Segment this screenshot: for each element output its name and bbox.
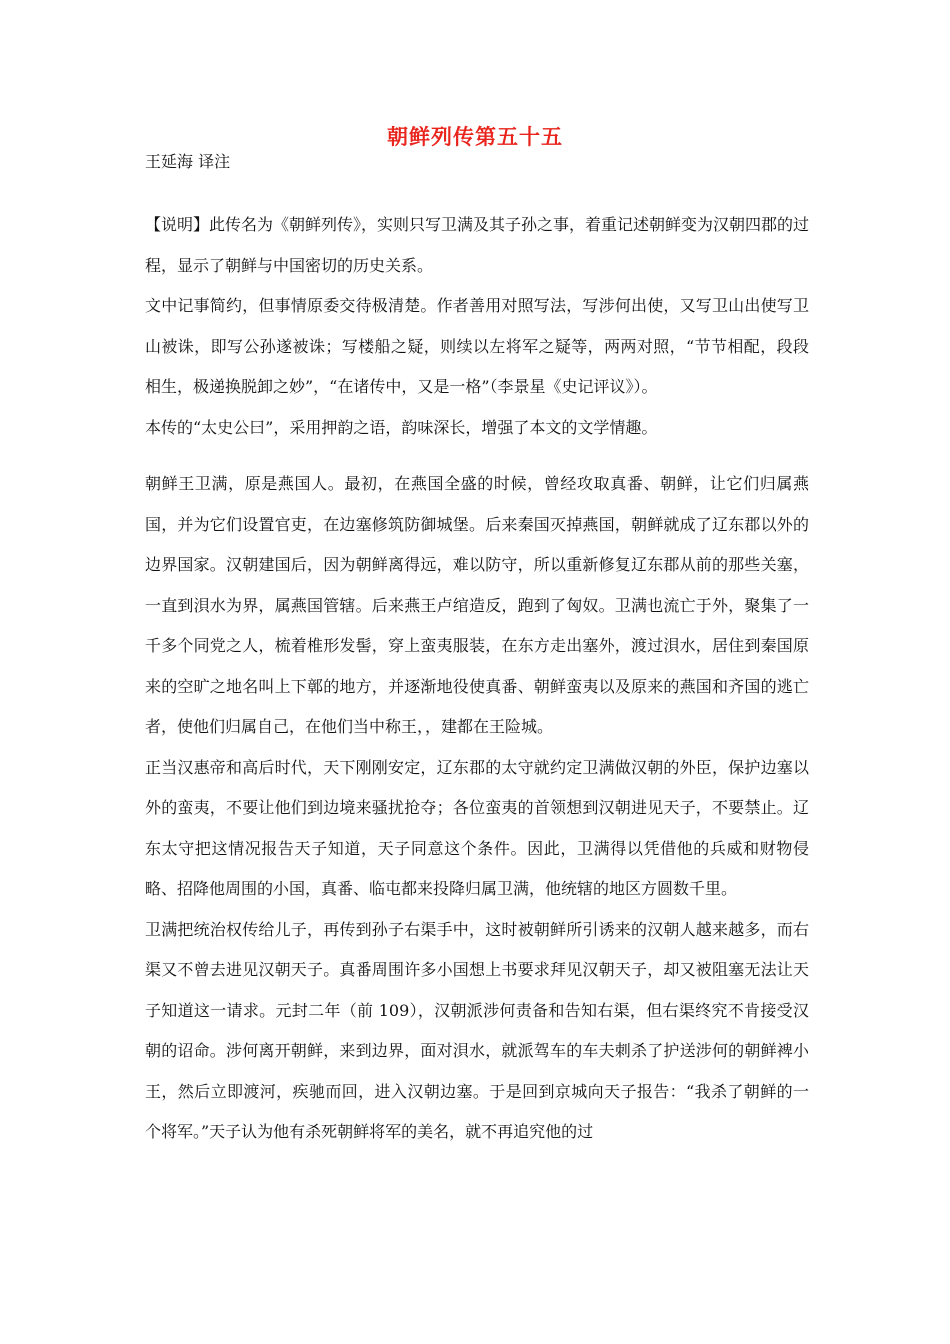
body-paragraph-2: 正当汉惠帝和高后时代，天下刚刚安定，辽东郡的太守就约定卫满做汉朝的外臣，保护边塞以外的蛮夷，不要让他们到边境来骚扰抢夺；各位蛮夷的首领想到汉朝进见天子，不要禁止。辽东太守把这情况报告天子知道，天子同意这个条件。因此，卫满得以凭借他的兵威和财物侵略、招降他周围的小国，真番、临屯都来投降归属卫满，他统辖的地区方圆数千里。	[145, 757, 809, 898]
body-paragraph-1: 朝鲜王卫满，原是燕国人。最初，在燕国全盛的时候，曾经攻取真番、朝鲜，让它们归属燕国，并为它们设置官吏，在边塞修筑防御城堡。后来秦国灭掉燕国，朝鲜就成了辽东郡以外的边界国家。汉朝建国后，因为朝鲜离得远，难以防守，所以重新修复辽东郡从前的那些关塞，一直到浿水为界，属燕国管辖。后来燕王卢绾造反，跑到了匈奴。卫满也流亡于外，聚集了一千多个同党之人，梳着椎形发髻，穿上蛮夷服装，在东方走出塞外，渡过浿水，居住到秦国原来的空旷之地名叫上下鄣的地方，并逐渐地役使真番、朝鲜蛮夷以及原来的燕国和齐国的逃亡者，使他们归属自己，在他们当中称王，，建都在王险城。	[145, 474, 809, 736]
intro-paragraph-style: 文中记事简约，但事情原委交待极清楚。作者善用对照写法，写涉何出使，又写卫山出使写卫山被诛，即写公孙遂被诛；写楼船之疑，则续以左将军之疑等，两两对照，“节节相配，段段相生，极递换脱卸之妙”，“在诸传中，又是一格”（李景星《史记评议》）。	[145, 296, 809, 396]
document-author: 王延海 译注	[145, 152, 231, 171]
intro-paragraph-description: 【说明】此传名为《朝鲜列传》，实则只写卫满及其子孙之事，着重记述朝鲜变为汉朝四郡的过程，显示了朝鲜与中国密切的历史关系。	[145, 215, 810, 275]
main-text-section	[145, 464, 809, 1153]
intro-section	[145, 205, 809, 448]
intro-paragraph-comment: 本传的“太史公曰”，采用押韵之语，韵味深长，增强了本文的文学情趣。	[145, 417, 658, 437]
body-paragraph-3: 卫满把统治权传给儿子，再传到孙子右渠手中，这时被朝鲜所引诱来的汉朝人越来越多，而右渠又不曾去进见汉朝天子。真番周围许多小国想上书要求拜见汉朝天子，却又被阻塞无法让天子知道这一请求。元封二年（前 109），汉朝派涉何责备和告知右渠，但右渠终究不肯接受汉朝的诏命。涉何离开朝鲜，来到边界，面对浿水，就派驾车的车夫刺杀了护送涉何的朝鲜裨小王，然后立即渡河，疾驰而回，进入汉朝边塞。于是回到京城向天子报告：“我杀了朝鲜的一个将军。”天子认为他有杀死朝鲜将军的美名，就不再追究他的过	[145, 919, 809, 1141]
document-title: 朝鲜列传第五十五	[387, 124, 563, 149]
